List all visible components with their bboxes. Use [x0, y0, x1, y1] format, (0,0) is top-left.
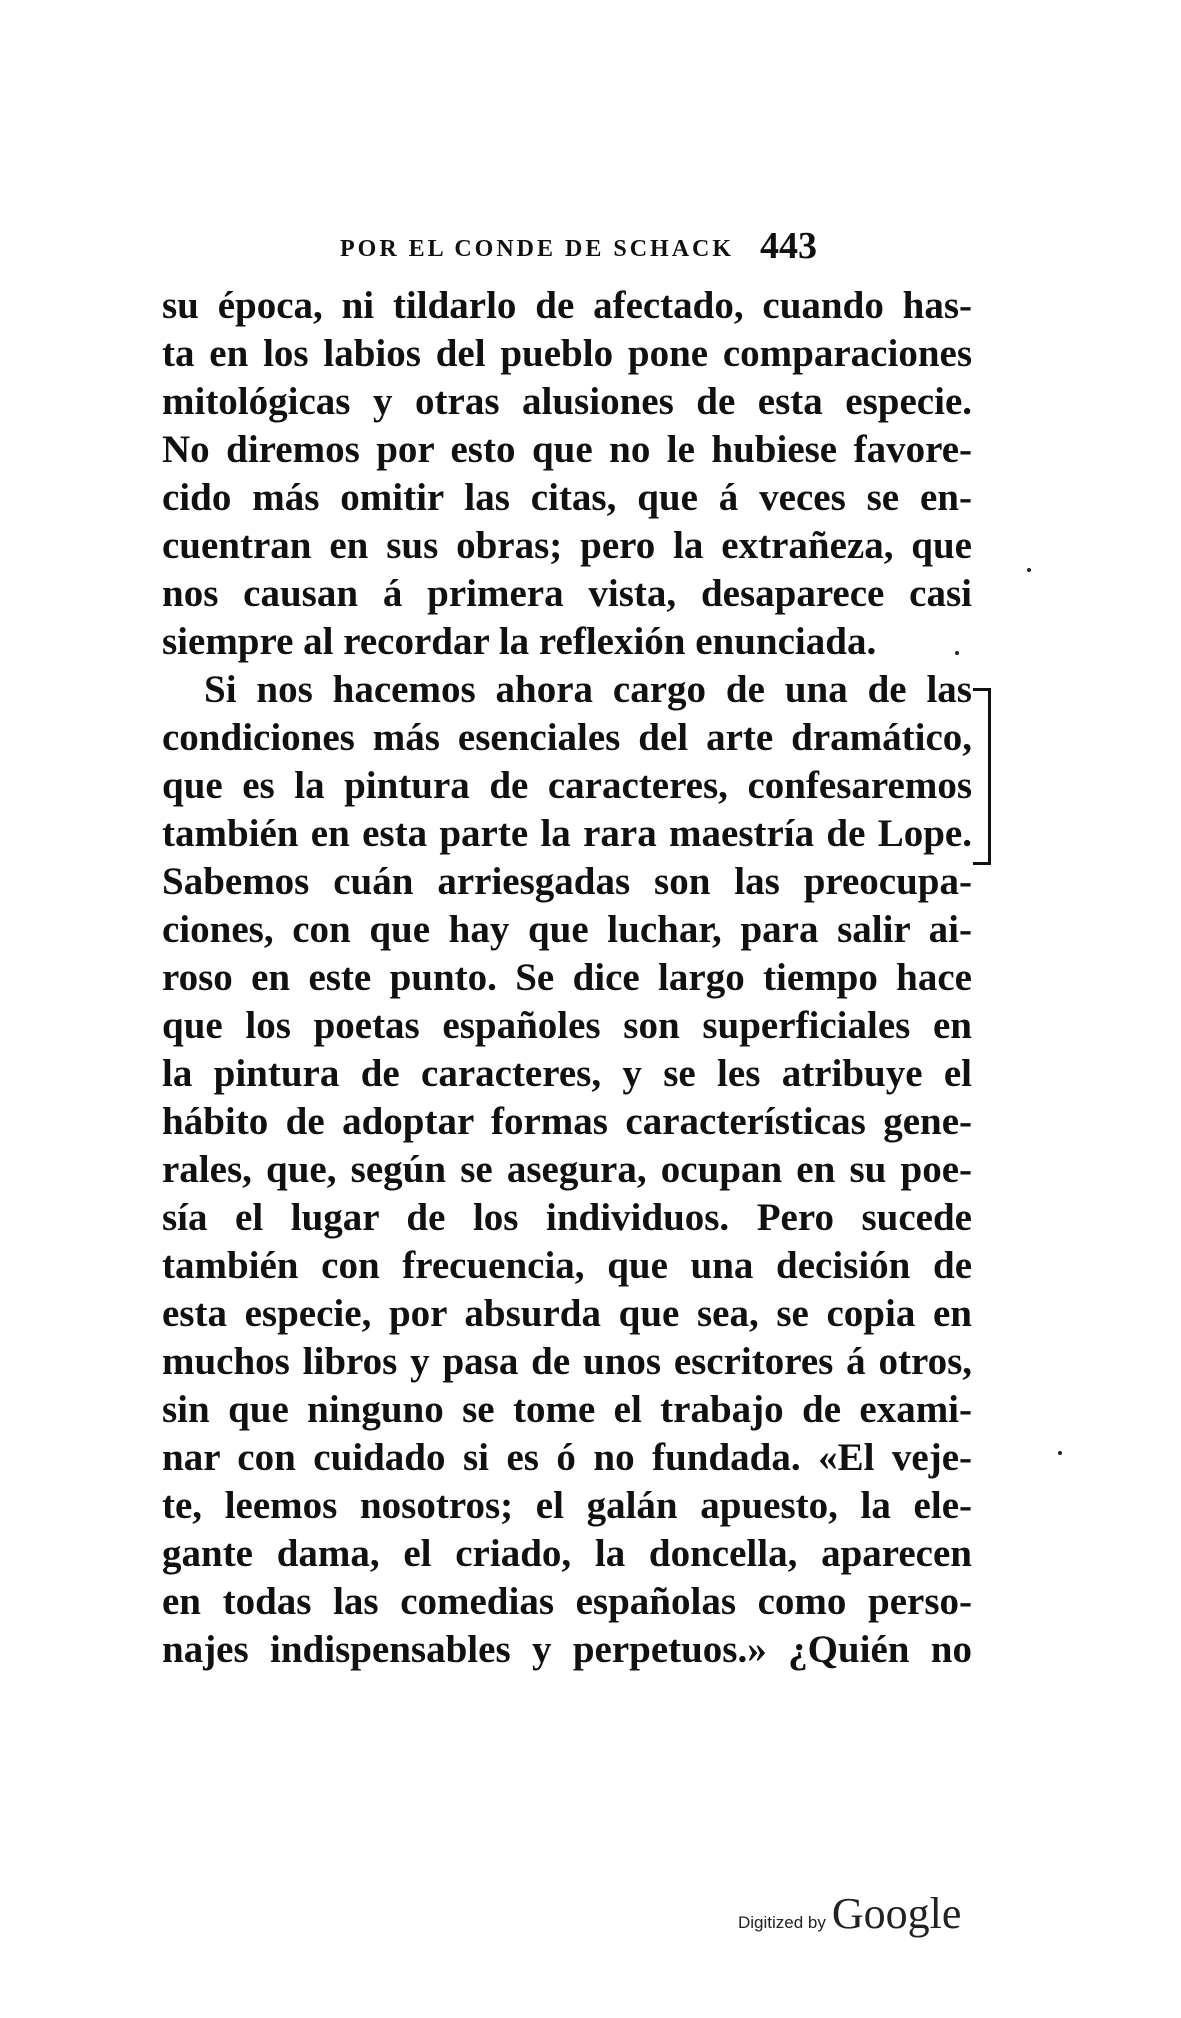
text-line: también con frecuencia, que una decisión de [162, 1244, 972, 1287]
text-line: siempre al recordar la reflexión enunciada. [162, 620, 877, 663]
running-head: POR EL CONDE DE SCHACK [340, 236, 735, 262]
text-line: sin que ninguno se tome el trabajo de exami- [162, 1388, 972, 1431]
text-line: Sabemos cuán arriesgadas son las preocupa- [162, 860, 972, 903]
ink-speck [955, 651, 959, 655]
text-line: cuentran en sus obras; pero la extrañeza, que [162, 524, 972, 567]
text-line: nos causan á primera vista, desaparece casi [162, 572, 972, 615]
text-line: te, leemos nosotros; el galán apuesto, la ele- [162, 1484, 972, 1527]
page-number: 443 [760, 225, 817, 267]
ink-speck [1058, 1451, 1062, 1455]
text-line: nar con cuidado si es ó no fundada. «El veje- [162, 1436, 972, 1479]
text-line: muchos libros y pasa de unos escritores á otros, [162, 1340, 972, 1383]
text-line: sía el lugar de los individuos. Pero sucede [162, 1196, 972, 1239]
google-wordmark: Google [831, 1889, 962, 1938]
text-line: rales, que, según se asegura, ocupan en su poe- [162, 1148, 972, 1191]
text-line: la pintura de caracteres, y se les atribuye el [162, 1052, 972, 1095]
text-line: hábito de adoptar formas características gene- [162, 1100, 972, 1143]
text-line: también en esta parte la rara maestría de Lope. [162, 812, 972, 855]
text-line: ciones, con que hay que luchar, para salir ai- [162, 908, 972, 951]
page-header [162, 226, 972, 286]
text-line: najes indispensables y perpetuos.» ¿Quién no [162, 1628, 972, 1671]
text-line: cido más omitir las citas, que á veces se en- [162, 476, 972, 519]
text-line: condiciones más esenciales del arte dramático, [162, 716, 972, 759]
digitized-by-google-mark [738, 1888, 961, 1939]
text-line: mitológicas y otras alusiones de esta especie. [162, 380, 972, 423]
digitized-label: Digitized by [738, 1913, 826, 1932]
text-line: ta en los labios del pueblo pone comparaciones [162, 332, 972, 375]
text-line: que es la pintura de caracteres, confesaremos [162, 764, 972, 807]
ink-speck [1027, 568, 1031, 572]
text-line: que los poetas españoles son superficiales en [162, 1004, 972, 1047]
margin-bracket [973, 688, 991, 865]
text-line: roso en este punto. Se dice largo tiempo hace [162, 956, 972, 999]
text-line: No diremos por esto que no le hubiese favore- [162, 428, 972, 471]
text-line: Si nos hacemos ahora cargo de una de las [204, 668, 972, 711]
text-line: esta especie, por absurda que sea, se copia en [162, 1292, 972, 1335]
text-line: en todas las comedias españolas como perso- [162, 1580, 972, 1623]
text-line: gante dama, el criado, la doncella, aparecen [162, 1532, 972, 1575]
text-line: su época, ni tildarlo de afectado, cuando has- [162, 284, 972, 327]
